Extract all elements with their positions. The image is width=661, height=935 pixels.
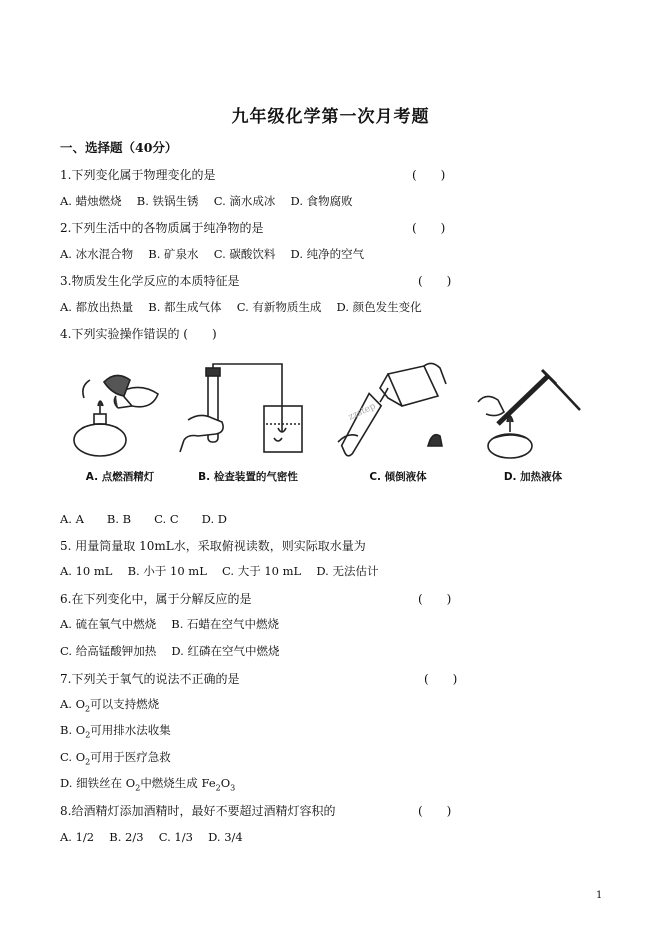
page-title: 九年级化学第一次月考题 [231,107,430,127]
figure-c-caption: C. 倾倒液体 [369,471,427,483]
section-heading: 一、选择题（40分） [60,140,178,155]
question-7-stem: 7.下列关于氧气的说法不正确的是 [60,672,240,686]
figure-b-caption: B. 检查装置的气密性 [198,471,298,483]
question-1-answer-blank: ( ) [412,168,446,182]
question-7-option-c: C. $O_2$可用于医疗急救 [60,750,171,767]
question-8-answer-blank: ( ) [418,804,452,818]
question-5-stem: 5. 用量筒量取 10mL水，采取俯视读数，则实际取水量为 [60,539,366,553]
question-7-answer-blank: ( ) [424,672,458,686]
pouring-liquid-illustration [328,362,468,472]
question-6-answer-blank: ( ) [418,592,452,606]
question-2-options: A. 冰水混合物 B. 矿泉水 C. 碳酸饮料 D. 纯净的空气 [60,247,365,261]
figure-d-caption: D. 加热液体 [503,471,563,483]
figure-b [178,362,318,492]
figure-d [468,362,598,492]
question-2-answer-blank: ( ) [412,221,446,235]
page-number: 1 [596,890,603,901]
question-2-stem: 2.下列生活中的各物质属于纯净物的是 [60,221,264,235]
question-4-stem: 4.下列实验操作错误的 ( ) [60,327,217,341]
figure-a [60,362,180,492]
question-1-options: A. 蜡烛燃烧 B. 铁锅生锈 C. 滴水成冰 D. 食物腐败 [60,194,353,208]
question-4-options: A. A B. B C. C D. D [60,512,227,526]
question-8-stem: 8.给酒精灯添加酒精时，最好不要超过酒精灯容积的 [60,804,336,818]
svg-text:zzstep: zzstep [347,401,378,423]
question-3-stem: 3.物质发生化学反应的本质特征是 [60,274,240,288]
heating-liquid-illustration [468,362,598,472]
question-3-options: A. 都放出热量 B. 都生成气体 C. 有新物质生成 D. 颜色发生变化 [60,300,422,314]
lab-operations-figure [60,362,600,492]
question-5-options: A. 10 mL B. 小于 10 mL C. 大于 10 mL D. 无法估计 [60,564,379,578]
question-6-options-row1: A. 硫在氧气中燃烧 B. 石蜡在空气中燃烧 [60,617,280,631]
question-7-option-d: D. 细铁丝在 $O_2$中燃烧生成 $Fe_2O_3$ [60,776,236,793]
figure-c [328,362,468,492]
question-6-options-row2: C. 给高锰酸钾加热 D. 红磷在空气中燃烧 [60,644,280,658]
question-8-options: A. 1/2 B. 2/3 C. 1/3 D. 3/4 [60,830,243,844]
question-1-stem: 1.下列变化属于物理变化的是 [60,168,216,182]
figure-a-caption: A. 点燃酒精灯 [85,471,155,483]
airtightness-illustration [178,362,318,472]
lamp-lighting-illustration [60,362,180,472]
question-7-option-a: A. $O_2$可以支持燃烧 [60,697,160,714]
question-3-answer-blank: ( ) [418,274,452,288]
question-7-option-b: B. $O_2$可用排水法收集 [60,723,171,740]
question-6-stem: 6.在下列变化中，属于分解反应的是 [60,592,252,606]
